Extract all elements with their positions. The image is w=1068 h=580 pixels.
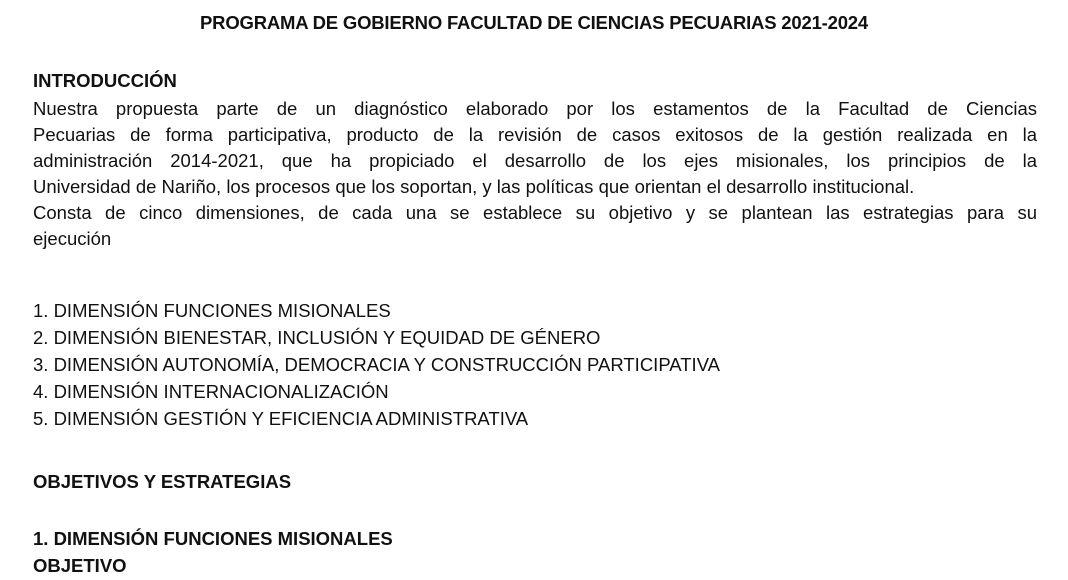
document-title: PROGRAMA DE GOBIERNO FACULTAD DE CIENCIAS PECUARIAS 2021-2024 [200, 12, 868, 33]
intro-line: Consta de cinco dimensiones, de cada una se establece su objetivo y se plantean las estrategias para su [33, 202, 1037, 223]
intro-line: Pecuarias de forma participativa, producto de la revisión de casos exitosos de la gestión realizada en la [33, 124, 1037, 145]
intro-paragraph [33, 96, 1037, 252]
section1-heading: 1. DIMENSIÓN FUNCIONES MISIONALES [33, 528, 393, 549]
dimension-item: 3. DIMENSIÓN AUTONOMÍA, DEMOCRACIA Y CONSTRUCCIÓN PARTICIPATIVA [33, 354, 721, 375]
objectives-heading: OBJETIVOS Y ESTRATEGIAS [33, 471, 292, 492]
intro-line: Universidad de Nariño, los procesos que los soportan, y las políticas que orientan el desarrollo institucional. [33, 176, 915, 197]
intro-line: Nuestra propuesta parte de un diagnóstico elaborado por los estamentos de la Facultad de Ciencias [33, 98, 1037, 119]
intro-line: administración 2014-2021, que ha propiciado el desarrollo de los ejes misionales, los principios de la [33, 150, 1037, 171]
section1-subheading: OBJETIVO [33, 555, 127, 576]
dimensions-list [33, 297, 720, 432]
dimension-item: 1. DIMENSIÓN FUNCIONES MISIONALES [33, 300, 391, 321]
intro-line: ejecución [33, 228, 112, 249]
dimension-item: 5. DIMENSIÓN GESTIÓN Y EFICIENCIA ADMINISTRATIVA [33, 408, 529, 429]
dimension-item: 4. DIMENSIÓN INTERNACIONALIZACIÓN [33, 381, 389, 402]
dimension-item: 2. DIMENSIÓN BIENESTAR, INCLUSIÓN Y EQUIDAD DE GÉNERO [33, 327, 601, 348]
intro-heading: INTRODUCCIÓN [33, 70, 177, 91]
